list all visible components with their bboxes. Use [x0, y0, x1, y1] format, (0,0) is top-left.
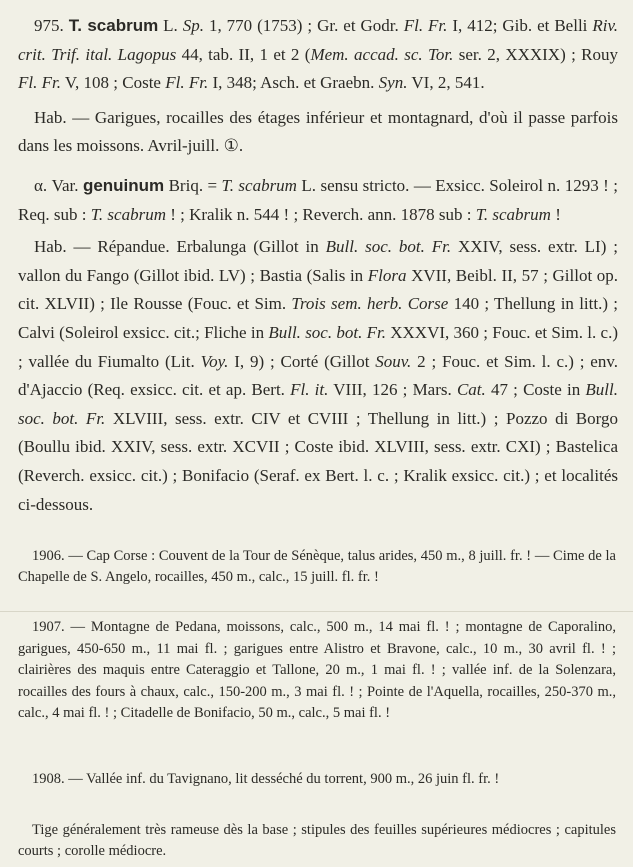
entry-number: 975.: [34, 16, 64, 35]
observation-1908: 1908. — Vallée inf. du Tavignano, lit desséché du torrent, 900 m., 26 juin fl. fr. !: [32, 771, 500, 787]
observation-1907: 1907. — Montagne de Pedana, moissons, calc., 500 m., 14 mai fl. ! ; montagne de Caporalino, garigues, 450-650 m., 11 mai fl. ; garigues entre Alistro et Bravone, calc., 10 m., 30 avril fl. ! ; clairières des maquis entre Cateraggio et Tallone, 20 m., 1 mai fl. ! ; vallée inf. de la Solenzara, rocailles des fours à chaux, calc., 150-200 m., 3 mai fl. ! ; Pointe de l'Aquella, rocailles, 250-370 m., calc., 4 mai fl. ! ; Citadelle de Bonifacio, 50 m., calc., 5 mai fl. !: [18, 619, 616, 721]
variety-paragraph: α. Var. genuinum Briq. = T. scabrum L. sensu stricto. — Exsicc. Soleirol n. 1293 ! ; Req. sub : T. scabrum ! ; Kralik n. 544 ! ; Reverch. ann. 1878 sub : T. scabrum !: [18, 175, 618, 224]
habitat-paragraph: Hab. — Garigues, rocailles des étages inférieur et montagnard, d'où il passe parfois dans les moissons. Avril-juill. ①.: [18, 107, 618, 156]
species-header: 975. T. scabrum L. Sp. 1, 770 (1753) ; Gr. et Godr. Fl. Fr. I, 412; Gib. et Belli Riv. crit. Trif. ital. Lagopus 44, tab. II, 1 et 2 (Mem. accad. sc. Tor. ser. 2, XXXIX) ; Rouy Fl. Fr. V, 108 ; Coste Fl. Fr. I, 348; Asch. et Graebn. Syn. VI, 2, 541.: [18, 16, 619, 93]
distribution-paragraph: Hab. — Répandue. Erbalunga (Gillot in Bull. soc. bot. Fr. XXIV, sess. extr. LI) ; vallon du Fango (Gillot ibid. LV) ; Bastia (Salis in Flora XVII, Beibl. II, 57 ; Gillot op. cit. XLVII) ; Ile Rousse (Fouc. et Sim. Trois sem. herb. Corse 140 ; Thellung in litt.) ; Calvi (Soleirol exsicc. cit.; Fliche in Bull. soc. bot. Fr. XXXVI, 360 ; Fouc. et Sim. l. c.) ; vallée du Fiumalto (Lit. Voy. I, 9) ; Corté (Gillot Souv. 2 ; Fouc. et Sim. l. c.) ; env. d'Ajaccio (Req. exsicc. cit. et ap. Bert. Fl. it. VIII, 126 ; Mars. Cat. 47 ; Coste in Bull. soc. bot. Fr. XLVIII, sess. extr. CIV et CVIII ; Thellung in litt.) ; Pozzo di Borgo (Boullu ibid. XXIV, sess. extr. XCVII ; Coste ibid. XLVIII, sess. extr. CXI) ; Bastelica (Reverch. exsicc. cit.) ; Bonifacio (Seraf. ex Bert. l. c. ; Kralik exsicc. cit.) ; et localités ci-dessous.: [18, 237, 619, 514]
main-text: [18, 12, 618, 519]
stem-description: Tige généralement très rameuse dès la base ; stipules des feuilles supérieures médiocres ; capitules courts ; corolle médiocre.: [18, 822, 616, 859]
species-name: T. scabrum: [68, 16, 159, 35]
variety-name: genuinum: [82, 175, 165, 195]
observation-1906: 1906. — Cap Corse : Couvent de la Tour de Sénèque, talus arides, 450 m., 8 juill. fr. ! — Cime de la Chapelle de S. Angelo, rocailles, 450 m., calc., 15 juill. fl. fr. !: [18, 548, 616, 585]
